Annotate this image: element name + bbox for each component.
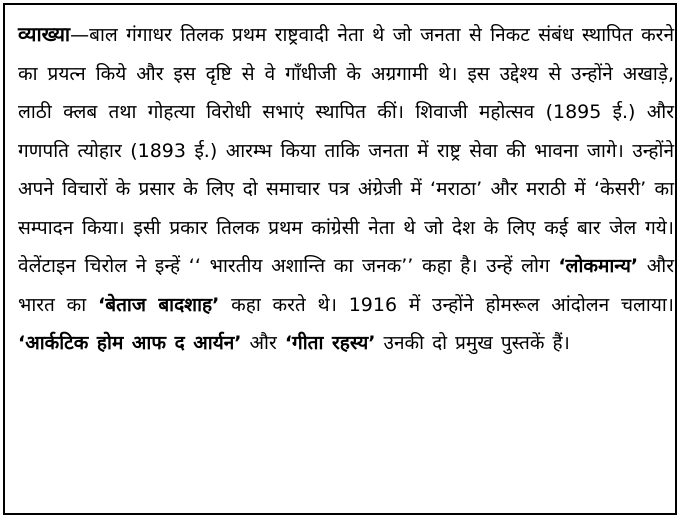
passage-text-part-3: कहा करते थे। 1916 में उन्होंने होमरूल आंदोलन चलाया। <box>219 293 674 316</box>
passage-frame <box>3 3 677 515</box>
bold-book-gita-rahasya: ‘गीता रहस्य’ <box>284 332 376 354</box>
explanation-paragraph <box>18 15 674 363</box>
passage-text-part-5: उनकी दो प्रमुख पुस्तकें हैं। <box>375 332 570 354</box>
bold-book-arctic-home: ‘आर्कटिक होम आफ द आर्यन’ <box>18 332 242 354</box>
passage-text-part-4: और <box>241 332 285 354</box>
passage-text-part-2: और भारत का <box>18 255 674 316</box>
passage-text-part-1: —बाल गंगाधर तिलक प्रथम राष्ट्रवादी नेता थे जो जनता से निकट संबंध स्थापित करने का प्रयत्न किये और इस दृष्टि से वे गाँधीजी के अग्रगामी थे। इस उद्देश्य से उन्होंने अखाड़े, लाठी क्लब तथा गोहत्या विरोधी सभाएं स्थापित कीं। शिवाजी महोत्सव (1895 ई.) और गणपति त्योहार (1893 ई.) आरम्भ किया ताकि जनता में राष्ट्र सेवा की भावना जागे। उन्होंने अपने विचारों के प्रसार के लिए दो समाचार पत्र अंग्रेजी में ‘मराठा’ और मराठी में ‘केसरी’ का सम्पादन किया। इसी प्रकार तिलक प्रथम कांग्रेसी नेता थे जो देश के लिए कई बार जेल गये। वेलेंटाइन चिरोल ने इन्हें ‘‘ भारतीय अशान्ति का जनक’’ कहा है। उन्हें लोग <box>18 24 674 277</box>
lead-heading: व्याख्या <box>18 22 71 46</box>
bold-term-betaj-badshah: ‘बेताज बादशाह’ <box>98 293 220 316</box>
bold-term-lokmanya: ‘लोकमान्य’ <box>558 255 639 277</box>
